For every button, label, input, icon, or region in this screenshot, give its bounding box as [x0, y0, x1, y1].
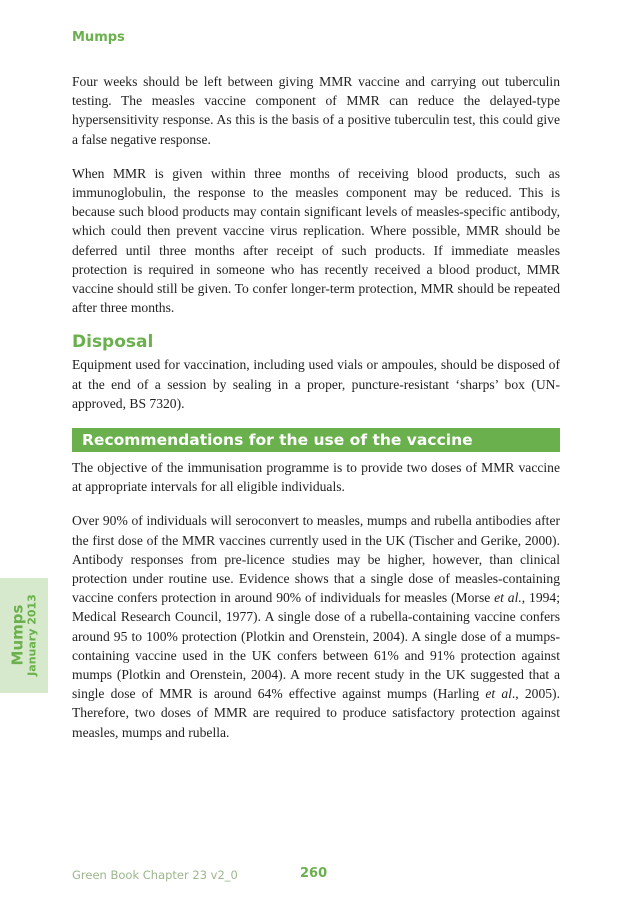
paragraph-blood-products: When MMR is given within three months of receiving blood products, such as immunoglobulin, the response to the measles component may be reduced. This is because such blood products may contain significant levels of measles-specific antibody, which could then prevent vaccine virus replication. Where possible, MMR should be deferred until three months after receipt of such products. If immediate measles protection is required in someone who has recently received a blood product, MMR vaccine should still be given. To confer longer-term protection, MMR should be repeated after three months. — [72, 165, 560, 316]
side-tab-title: Mumps — [8, 604, 27, 666]
page-number: 260 — [300, 866, 328, 881]
paragraph-tuberculin: Four weeks should be left between giving MMR vaccine and carrying out tuberculin testing. The measles vaccine component of MMR can reduce the delayed-type hypersensitivity response. As this is the basis of a positive tuberculin test, this could give a false negative response. — [72, 74, 560, 147]
side-tab-date: January 2013 — [25, 594, 39, 676]
citation-et-al: et al. — [494, 590, 522, 606]
page-content — [72, 72, 560, 757]
paragraph-objective: The objective of the immunisation programme is to provide two doses of MMR vaccine at appropriate intervals for all eligible individuals. — [72, 460, 560, 495]
text-segment: Over 90% of individuals will seroconvert to measles, mumps and rubella antibodies after the first dose of the MMR vaccines currently used in the UK (Tischer and Gerike, 2000). Antibody responses from pre-licence studies may be higher, however, than clinical protection under routine use. Evidence shows that a single dose of measles-containing vaccine confers protection in around 90% of individuals for measles (Morse — [72, 513, 560, 606]
side-tab — [0, 578, 48, 693]
text-segment: , 1994; Medical Research Council, 1977). A single dose of a rubella-containing vaccine confers around 95 to 100% protection (Plotkin and Orenstein, 2004). A single dose of a mumps-containing vaccine used in the UK confers between 61% and 91% protection against mumps (Plotkin and Orenstein, 2004). A more recent study in the UK suggested that a single dose of MMR is around 64% effective against mumps (Harling — [72, 590, 560, 702]
side-tab-text — [10, 594, 39, 676]
disposal-heading: Disposal — [72, 332, 154, 353]
citation-et-al: et al — [485, 686, 512, 702]
paragraph-disposal: Equipment used for vaccination, including used vials or ampoules, should be disposed of at the end of a session by sealing in a proper, puncture-resistant ‘sharps’ box (UN-approved, BS 7320). — [72, 357, 560, 411]
footer-chapter: Green Book Chapter 23 v2_0 — [72, 868, 238, 882]
recommendations-banner: Recommendations for the use of the vaccine — [72, 428, 560, 452]
running-title: Mumps — [72, 30, 125, 45]
text-segment: ., 2005). Therefore, two doses of MMR are required to produce satisfactory protection against measles, mumps and rubella. — [72, 686, 560, 740]
paragraph-seroconversion — [72, 511, 560, 741]
